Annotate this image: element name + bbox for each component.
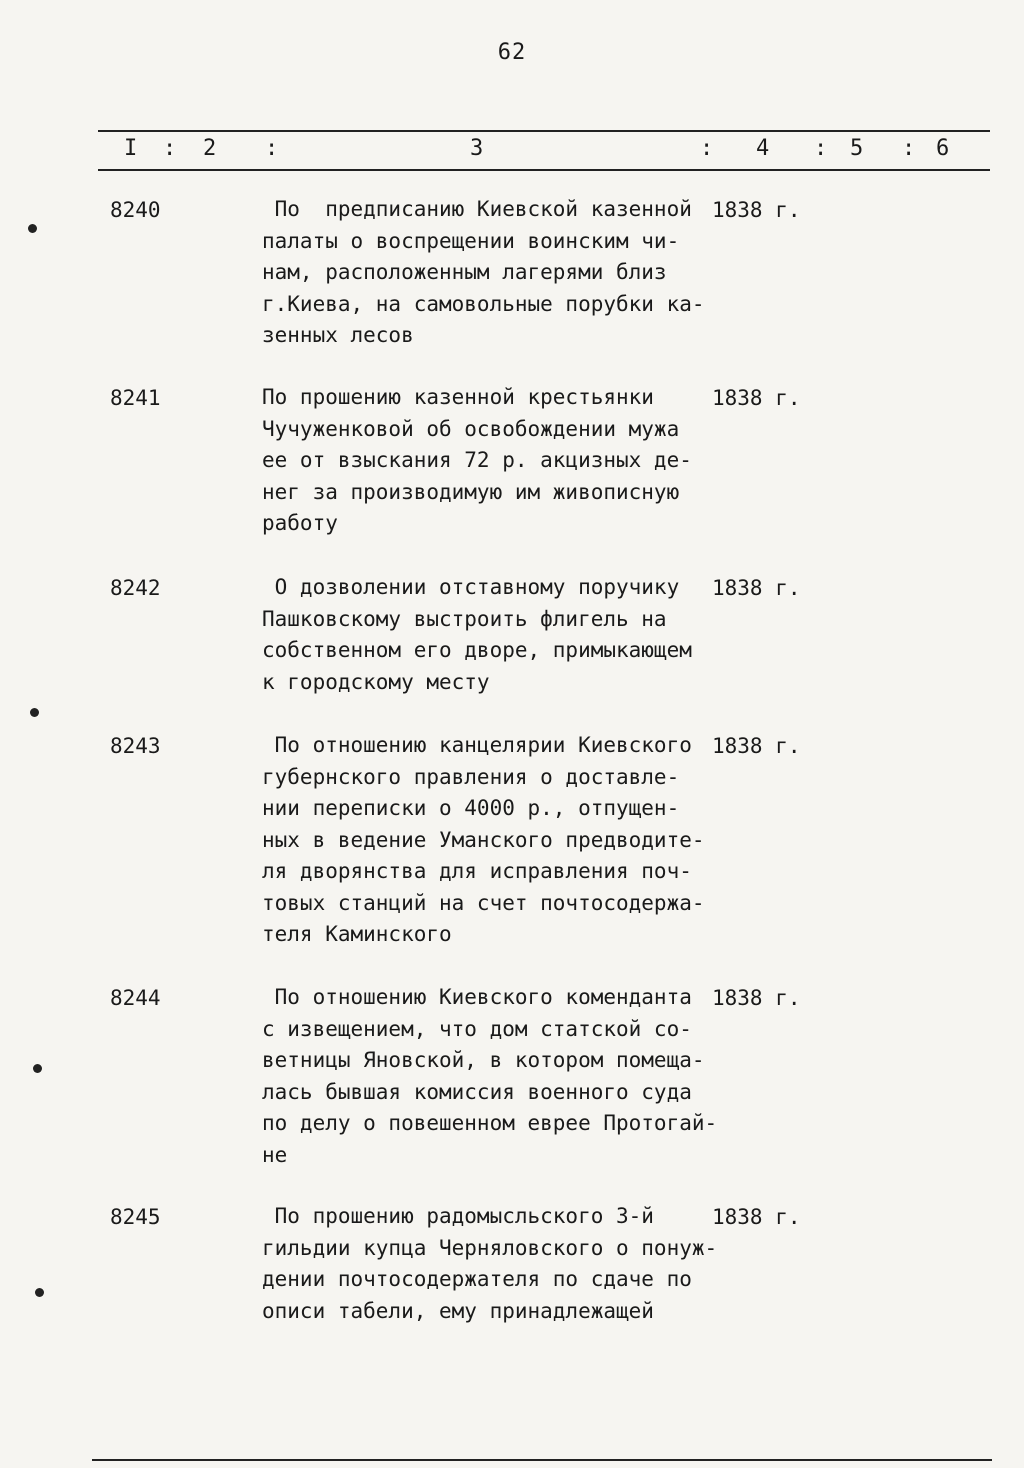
record-line: лась бывшая комиссия военного суда: [262, 1079, 692, 1104]
column-header-6: 6: [936, 136, 950, 161]
record-number: 8240: [110, 198, 161, 222]
record-number: 8243: [110, 734, 161, 758]
record-description: [262, 382, 722, 540]
record-line: нег за производимую им живописную: [262, 479, 680, 504]
record-line: нам, расположенным лагерями близ: [262, 260, 667, 284]
record-year: 1838 г.: [712, 986, 801, 1010]
record-number: 8245: [110, 1205, 161, 1229]
record-line: товых станций на счет почтосодержа-: [262, 890, 705, 915]
record-line: по делу о повешенном еврее Протогай-: [262, 1111, 718, 1135]
record-line: описи табели, ему принадлежащей: [262, 1298, 654, 1323]
record-line: ветницы Яновской, в котором помеща-: [262, 1048, 705, 1072]
table-header-rule: [98, 169, 990, 171]
record-line: Чучуженковой об освобождении мужа: [262, 416, 680, 441]
record-line: губернского правления о доставле-: [262, 764, 680, 789]
record-line: О дозволении отставному поручику: [262, 575, 680, 599]
record-line: к городскому месту: [262, 669, 490, 694]
column-separator: :: [700, 136, 714, 161]
record-line: работу: [262, 511, 338, 535]
column-separator: :: [814, 136, 828, 161]
record-description: [262, 982, 722, 1171]
record-line: гильдии купца Черняловского о понуж-: [262, 1235, 718, 1260]
record-line: По прошению радомысльского 3-й: [262, 1204, 654, 1228]
binding-hole: [35, 1288, 44, 1297]
column-separator: :: [163, 136, 177, 161]
column-header-1: I: [124, 136, 138, 161]
record-line: ее от взыскания 72 р. акцизных де-: [262, 448, 692, 472]
record-line: По отношению Киевского коменданта: [262, 985, 692, 1009]
record-line: теля Каминского: [262, 922, 452, 946]
record-line: ных в ведение Уманского предводите-: [262, 827, 705, 852]
record-line: По предписанию Киевской казенной: [262, 197, 692, 221]
binding-hole: [30, 708, 39, 717]
table-top-rule: [98, 130, 990, 132]
record-year: 1838 г.: [712, 734, 801, 758]
record-year: 1838 г.: [712, 1205, 801, 1229]
binding-hole: [28, 224, 37, 233]
column-header-2: 2: [203, 136, 217, 161]
binding-hole: [33, 1064, 42, 1073]
record-line: дении почтосодержателя по сдаче по: [262, 1267, 692, 1291]
page-bottom-rule: [92, 1459, 992, 1461]
record-description: [262, 1201, 722, 1327]
record-line: не: [262, 1142, 288, 1167]
column-header-5: 5: [850, 136, 864, 161]
column-header-3: 3: [470, 136, 484, 161]
record-number: 8242: [110, 576, 161, 600]
record-description: [262, 572, 722, 698]
record-year: 1838 г.: [712, 576, 801, 600]
record-number: 8241: [110, 386, 161, 410]
column-separator: :: [902, 136, 916, 161]
record-line: По отношению канцелярии Киевского: [262, 733, 692, 757]
record-line: с извещением, что дом статской со-: [262, 1016, 692, 1041]
record-line: собственном его дворе, примыкающем: [262, 638, 692, 662]
record-line: ля дворянства для исправления поч-: [262, 859, 692, 883]
record-line: г.Киева, на самовольные порубки ка-: [262, 291, 705, 316]
record-description: [262, 194, 722, 352]
record-line: По прошению казенной крестьянки: [262, 385, 654, 409]
record-year: 1838 г.: [712, 198, 801, 222]
record-year: 1838 г.: [712, 386, 801, 410]
record-line: нии переписки о 4000 р., отпущен-: [262, 796, 680, 820]
record-number: 8244: [110, 986, 161, 1010]
record-description: [262, 730, 722, 951]
page-number: 62: [497, 40, 527, 65]
record-line: палаты о воспрещении воинским чи-: [262, 228, 680, 253]
record-line: зенных лесов: [262, 323, 414, 347]
record-line: Пашковскому выстроить флигель на: [262, 606, 667, 631]
column-separator: :: [265, 136, 279, 161]
column-header-4: 4: [756, 136, 770, 161]
